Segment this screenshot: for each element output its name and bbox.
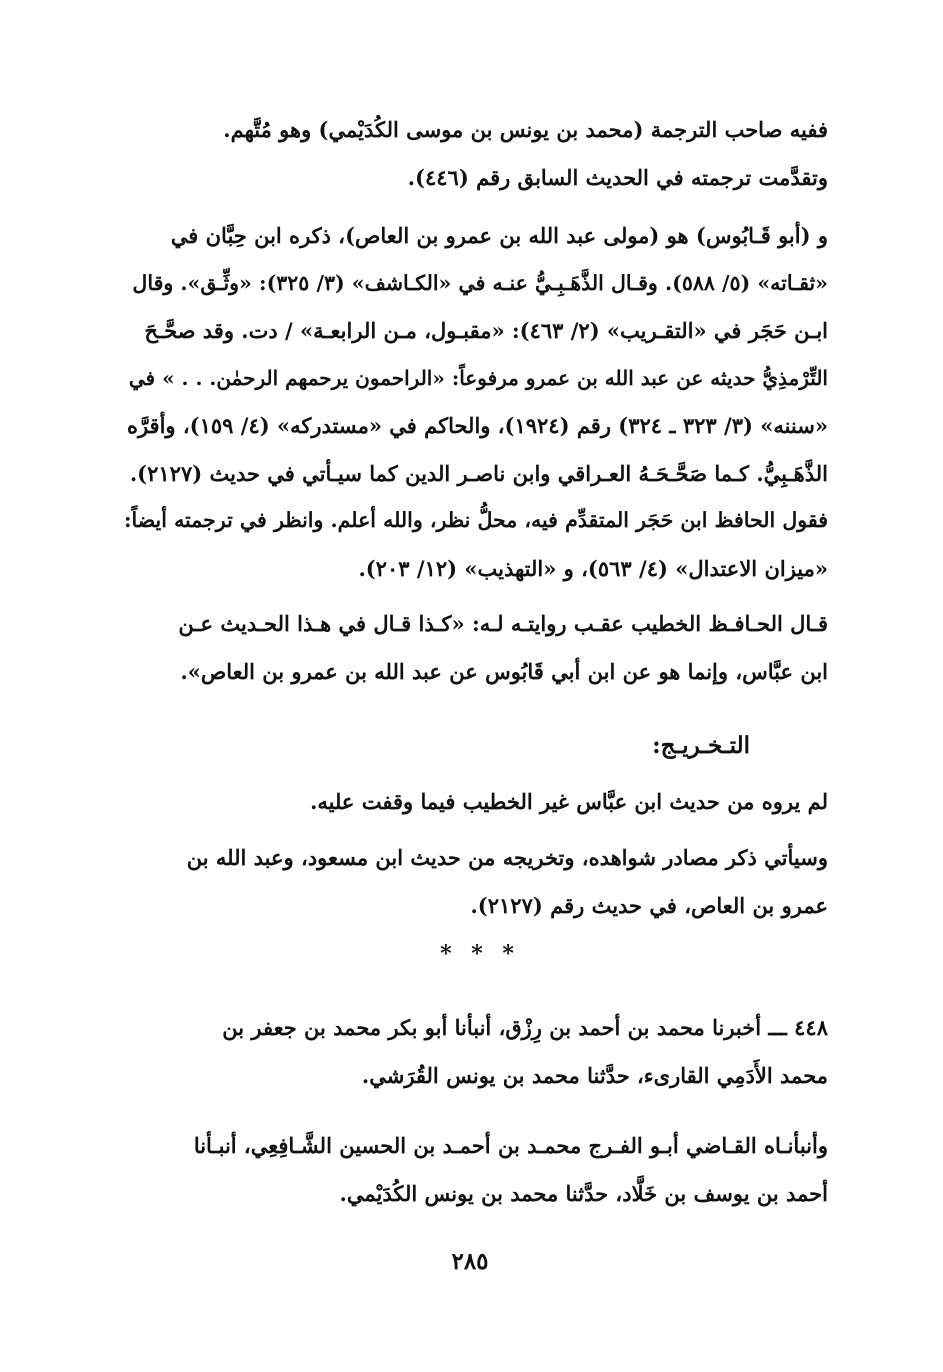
text-line: لم يروه من حديث ابن عبَّاس غير الخطيب فيما وقفت عليه. bbox=[310, 789, 828, 814]
paragraph-witnesses bbox=[118, 834, 828, 929]
text-line: «ثقـاته» (٥/ ٥٨٨). وقـال الذَّهَـبِـيُّ عنـه في «الكـاشف» (٣/ ٣٢٥): «وثِّـق». وقال bbox=[132, 270, 828, 295]
text-line: ابـن حَجَر في «التقـريب» (٢/ ٤٦٣): «مقبـول، مـن الرابعـة» / دت. وقد صحَّـحَ bbox=[144, 318, 828, 343]
text-line: قـال الحـافـظ الخطيب عقـب روايتـه لـه: «كـذا قـال في هـذا الحـديث عـن bbox=[178, 611, 828, 636]
text-line: وأنبأنـاه القـاضي أبـو الفـرج محمـد بن أحمـد بن الحسين الشَّـافِعِي، أنبـأنا bbox=[193, 1133, 828, 1158]
text-line: ففيه صاحب الترجمة (محمد بن يونس بن موسى الكُدَيْمي) وهو مُتَّهم. bbox=[223, 117, 828, 142]
page-number: ٢٨٥ bbox=[451, 1248, 489, 1275]
text-line: و (أبو قَـابُوس) هو (مولى عبد الله بن عمرو بن العاص)، ذكره ابن حِبَّان في bbox=[170, 223, 828, 248]
text-line: التِّرْمذِيُّ حديثه عن عبد الله بن عمرو مرفوعاً: «الراحمون يرحمهم الرحمٰن. . . » في bbox=[128, 365, 828, 390]
text-line: وتقدَّمت ترجمته في الحديث السابق رقم (٤٤٦). bbox=[407, 164, 828, 190]
text-line: أحمد بن يوسف بن خَلَّاد، حدَّثنا محمد بن يونس الكُدَيْمي. bbox=[339, 1180, 828, 1206]
paragraph-second-chain bbox=[118, 1122, 828, 1217]
text-line: ابن عبَّاس، وإنما هو عن ابن أبي قَابُوس عن عبد الله بن عمرو بن العاص». bbox=[180, 658, 828, 684]
paragraph-hadith-448 bbox=[118, 1004, 828, 1099]
text-line: «سننه» (٣/ ٣٢٣ ـ ٣٢٤) رقم (١٩٢٤)، والحاكم في «مستدركه» (٤/ ١٥٩)، وأقرَّه bbox=[126, 413, 828, 438]
text-line: ٤٤٨ ـــ أخبرنا محمد بن أحمد بن رِزْق، أنبأنا أبو بكر محمد بن جعفر بن bbox=[222, 1015, 828, 1040]
paragraph-takhrij-note bbox=[118, 778, 828, 826]
paragraph-accused-narrator bbox=[118, 106, 828, 201]
text-line: «ميزان الاعتدال» (٤/ ٥٦٣)، و «التهذيب» (١٢/ ٢٠٣). bbox=[358, 555, 828, 581]
paragraph-abu-qabus bbox=[118, 212, 828, 592]
text-line: عمرو بن العاص، في حديث رقم (٢١٢٧). bbox=[470, 892, 828, 918]
text-line: وسيأتي ذكر مصادر شواهده، وتخريجه من حديث ابن مسعود، وعبد الله بن bbox=[186, 845, 828, 870]
text-line: الذَّهَـبِيُّ. كـما صَحَّـحَـهُ العـراقي وابن ناصـر الدين كما سيـأتي في حديث (٢١٢٧). bbox=[129, 460, 828, 486]
section-separator: * * * bbox=[440, 941, 520, 967]
paragraph-khatib-remark bbox=[118, 600, 828, 695]
text-line: محمد الأَدَمِي القارىء، حدَّثنا محمد بن يونس القُرَشي. bbox=[361, 1062, 828, 1088]
text-line: فقول الحافظ ابن حَجَر المتقدِّم فيه، محلُّ نظر، والله أعلم. وانظر في ترجمته أيضاً: bbox=[123, 508, 828, 532]
section-heading-takhrij: التـخـريـج: bbox=[652, 732, 750, 759]
